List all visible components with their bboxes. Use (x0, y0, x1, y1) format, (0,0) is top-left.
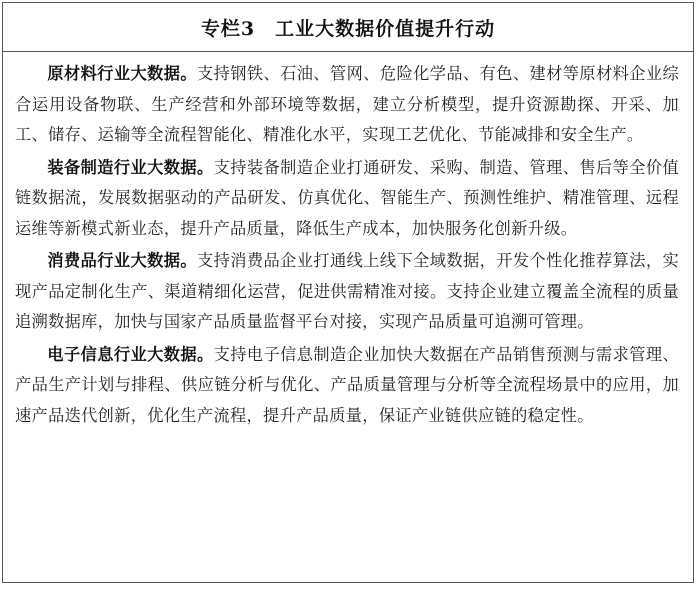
feature-box (2, 2, 694, 583)
box-title: 专栏3 工业大数据价值提升行动 (200, 17, 496, 40)
section-consumer-goods (15, 246, 679, 338)
section-equipment-manufacturing (15, 153, 679, 245)
section-body: 支持电子信息制造企业加快大数据在产品销售预测与需求管理、产品生产计划与排程、供应链分析与优化、产品质量管理与分析等全流程场景中的应用，加速产品迭代创新，优化生产流程，提升产品质量，保证产业链供应链的稳定性。 (15, 344, 679, 425)
section-heading: 消费品行业大数据。 (47, 251, 197, 270)
section-heading: 电子信息行业大数据。 (47, 344, 214, 364)
section-body: 支持钢铁、石油、管网、危险化学品、有色、建材等原材料企业综合运用设备物联、生产经营和外部环境等数据，建立分析模型，提升资源勘探、开采、加工、储存、运输等全流程智能化、精准化水平，实现工艺优化、节能减排和安全生产。 (15, 64, 679, 144)
box-body (3, 52, 693, 431)
section-heading: 原材料行业大数据。 (47, 64, 197, 83)
section-body: 支持装备制造企业打通研发、采购、制造、管理、售后等全价值链数据流，发展数据驱动的产品研发、仿真优化、智能生产、预测性维护、精准管理、远程运维等新模式新业态，提升产品质量，降低生产成本，加快服务化创新升级。 (15, 157, 679, 238)
section-heading: 装备制造行业大数据。 (47, 157, 214, 177)
box-header (3, 3, 693, 52)
section-raw-materials (15, 59, 679, 151)
section-body: 支持消费品企业打通线上线下全域数据，开发个性化推荐算法，实现产品定制化生产、渠道精细化运营，促进供需精准对接。支持企业建立覆盖全流程的质量追溯数据库，加快与国家产品质量监督平台对接，实现产品质量可追溯可管理。 (15, 251, 679, 331)
section-electronic-information (15, 340, 679, 432)
